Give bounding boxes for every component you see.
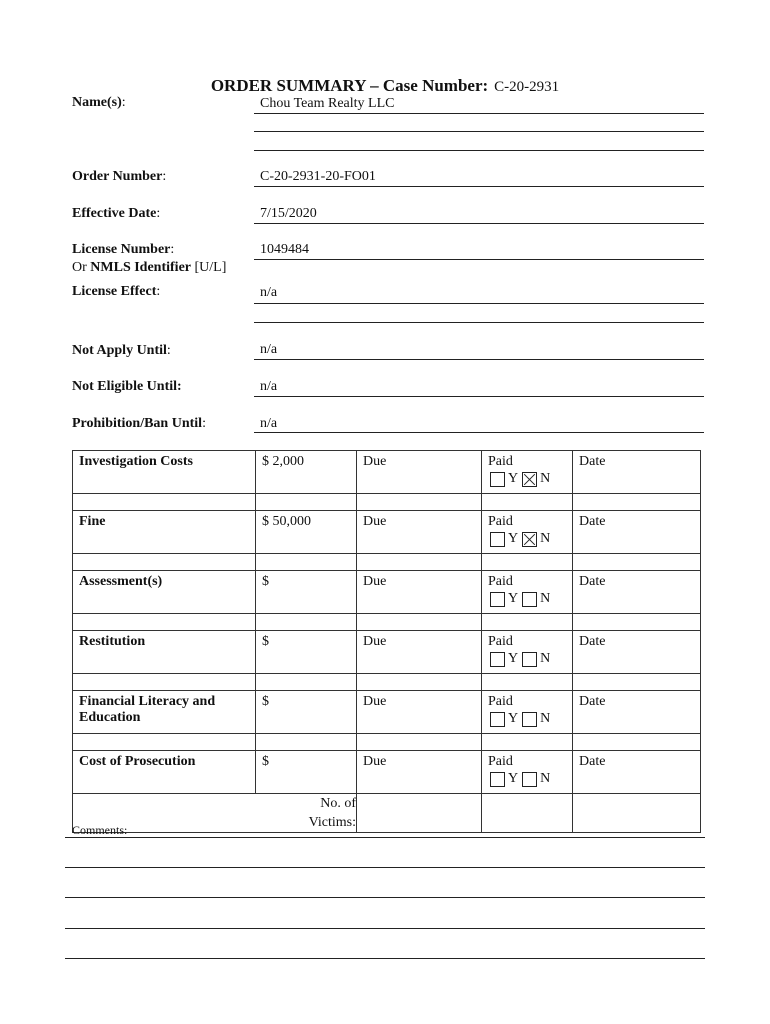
comment-line-2[interactable]: [65, 867, 705, 868]
spacer-cell: [357, 734, 482, 751]
spacer-cell: [482, 734, 573, 751]
victims-count-field[interactable]: [357, 794, 482, 833]
spacer-cell: [482, 614, 573, 631]
comments-label: Comments:: [72, 823, 128, 837]
spacer-cell: [573, 734, 701, 751]
comment-line-1[interactable]: [65, 837, 705, 838]
spacer-cell: [573, 674, 701, 691]
spacer-cell: [256, 494, 357, 511]
cost-amount[interactable]: $: [256, 691, 357, 734]
license-number-label: License Number:: [72, 242, 175, 257]
due-label: Due: [357, 451, 482, 494]
prohibition-line: [254, 432, 704, 433]
paid-label: Paid: [488, 634, 513, 649]
prohibition-value[interactable]: n/a: [260, 416, 278, 431]
comment-line-3[interactable]: [65, 897, 705, 898]
order-number-line: [254, 186, 704, 187]
prohibition-label: Prohibition/Ban Until:: [72, 416, 206, 431]
cost-spacer-row: [73, 614, 701, 631]
paid-cell: [482, 511, 573, 554]
spacer-cell: [256, 554, 357, 571]
spacer-cell: [357, 554, 482, 571]
date-label: Date: [573, 571, 701, 614]
paid-yes-checkbox[interactable]: [490, 772, 505, 787]
cost-name: Assessment(s): [73, 571, 256, 614]
names-label: Name(s):: [72, 95, 126, 110]
cost-amount[interactable]: $: [256, 571, 357, 614]
paid-no-checkbox[interactable]: [522, 592, 537, 607]
no-label: N: [540, 471, 551, 486]
no-label: N: [540, 531, 551, 546]
names-value[interactable]: Chou Team Realty LLC: [260, 96, 395, 111]
cost-row: [73, 511, 701, 554]
cost-amount[interactable]: $: [256, 631, 357, 674]
license-number-line: [254, 259, 704, 260]
cost-row: [73, 751, 701, 794]
cost-amount[interactable]: $ 50,000: [256, 511, 357, 554]
no-label: N: [540, 711, 551, 726]
effective-date-value[interactable]: 7/15/2020: [260, 206, 317, 221]
paid-yes-checkbox[interactable]: [490, 712, 505, 727]
paid-label: Paid: [488, 514, 513, 529]
spacer-cell: [482, 494, 573, 511]
comment-line-4[interactable]: [65, 928, 705, 929]
spacer-cell: [573, 614, 701, 631]
paid-no-checkbox[interactable]: [522, 472, 537, 487]
spacer-cell: [357, 614, 482, 631]
paid-yes-checkbox[interactable]: [490, 532, 505, 547]
date-label: Date: [573, 631, 701, 674]
names-line-1: [254, 113, 704, 114]
paid-label: Paid: [488, 574, 513, 589]
cost-name: Investigation Costs: [73, 451, 256, 494]
cost-spacer-row: [73, 674, 701, 691]
yes-label: Y: [508, 711, 519, 726]
case-number: C-20-2931: [494, 79, 560, 95]
spacer-cell: [256, 734, 357, 751]
paid-cell: [482, 631, 573, 674]
spacer-cell: [256, 674, 357, 691]
order-number-label: Order Number:: [72, 169, 167, 184]
paid-label: Paid: [488, 454, 513, 469]
yes-label: Y: [508, 531, 519, 546]
paid-no-checkbox[interactable]: [522, 772, 537, 787]
paid-no-checkbox[interactable]: [522, 532, 537, 547]
no-label: N: [540, 591, 551, 606]
nmls-label: Or NMLS Identifier [U/L]: [72, 260, 227, 275]
cost-row: [73, 691, 701, 734]
date-label: Date: [573, 511, 701, 554]
paid-yes-checkbox[interactable]: [490, 592, 505, 607]
effective-date-line: [254, 223, 704, 224]
paid-no-checkbox[interactable]: [522, 712, 537, 727]
license-number-value[interactable]: 1049484: [260, 242, 309, 257]
license-effect-line-1: [254, 303, 704, 304]
comment-line-5[interactable]: [65, 958, 705, 959]
cost-row: [73, 571, 701, 614]
date-label: Date: [573, 451, 701, 494]
yes-label: Y: [508, 651, 519, 666]
license-effect-line-2: [254, 322, 704, 323]
cost-spacer-row: [73, 494, 701, 511]
yes-label: Y: [508, 591, 519, 606]
names-line-2: [254, 131, 704, 132]
cost-row: [73, 631, 701, 674]
not-apply-value[interactable]: n/a: [260, 342, 278, 357]
paid-cell: [482, 691, 573, 734]
license-effect-value[interactable]: n/a: [260, 285, 278, 300]
spacer-cell: [482, 674, 573, 691]
victims-row: [73, 794, 701, 833]
victims-empty-cell: [482, 794, 573, 833]
spacer-cell: [357, 674, 482, 691]
victims-label: No. of Victims:: [73, 794, 357, 833]
cost-name: Cost of Prosecution: [73, 751, 256, 794]
spacer-cell: [73, 674, 256, 691]
paid-label: Paid: [488, 754, 513, 769]
no-label: N: [540, 651, 551, 666]
not-eligible-label: Not Eligible Until:: [72, 379, 182, 394]
cost-amount[interactable]: $: [256, 751, 357, 794]
date-label: Date: [573, 691, 701, 734]
not-apply-label: Not Apply Until:: [72, 343, 171, 358]
effective-date-label: Effective Date:: [72, 206, 161, 221]
paid-cell: [482, 751, 573, 794]
spacer-cell: [256, 614, 357, 631]
names-line-3: [254, 150, 704, 151]
cost-amount[interactable]: $ 2,000: [256, 451, 357, 494]
victims-empty-cell: [573, 794, 701, 833]
paid-yes-checkbox[interactable]: [490, 652, 505, 667]
no-label: N: [540, 771, 551, 786]
license-effect-label: License Effect:: [72, 284, 161, 299]
date-label: Date: [573, 751, 701, 794]
spacer-cell: [73, 554, 256, 571]
spacer-cell: [73, 614, 256, 631]
due-label: Due: [357, 751, 482, 794]
spacer-cell: [573, 494, 701, 511]
due-label: Due: [357, 691, 482, 734]
spacer-cell: [357, 494, 482, 511]
not-eligible-line: [254, 396, 704, 397]
yes-label: Y: [508, 471, 519, 486]
paid-cell: [482, 451, 573, 494]
spacer-cell: [73, 494, 256, 511]
paid-no-checkbox[interactable]: [522, 652, 537, 667]
spacer-cell: [573, 554, 701, 571]
cost-spacer-row: [73, 554, 701, 571]
yes-label: Y: [508, 771, 519, 786]
due-label: Due: [357, 631, 482, 674]
cost-name: Financial Literacy and Education: [73, 691, 256, 734]
not-eligible-value[interactable]: n/a: [260, 379, 278, 394]
not-apply-line: [254, 359, 704, 360]
page-title: ORDER SUMMARY – Case Number: C-20-2931: [210, 76, 560, 95]
cost-spacer-row: [73, 734, 701, 751]
due-label: Due: [357, 571, 482, 614]
paid-label: Paid: [488, 694, 513, 709]
spacer-cell: [482, 554, 573, 571]
costs-table: [72, 450, 701, 833]
cost-row: [73, 451, 701, 494]
due-label: Due: [357, 511, 482, 554]
paid-yes-checkbox[interactable]: [490, 472, 505, 487]
spacer-cell: [73, 734, 256, 751]
cost-name: Fine: [73, 511, 256, 554]
paid-cell: [482, 571, 573, 614]
cost-name: Restitution: [73, 631, 256, 674]
order-number-value[interactable]: C-20-2931-20-FO01: [260, 169, 376, 184]
